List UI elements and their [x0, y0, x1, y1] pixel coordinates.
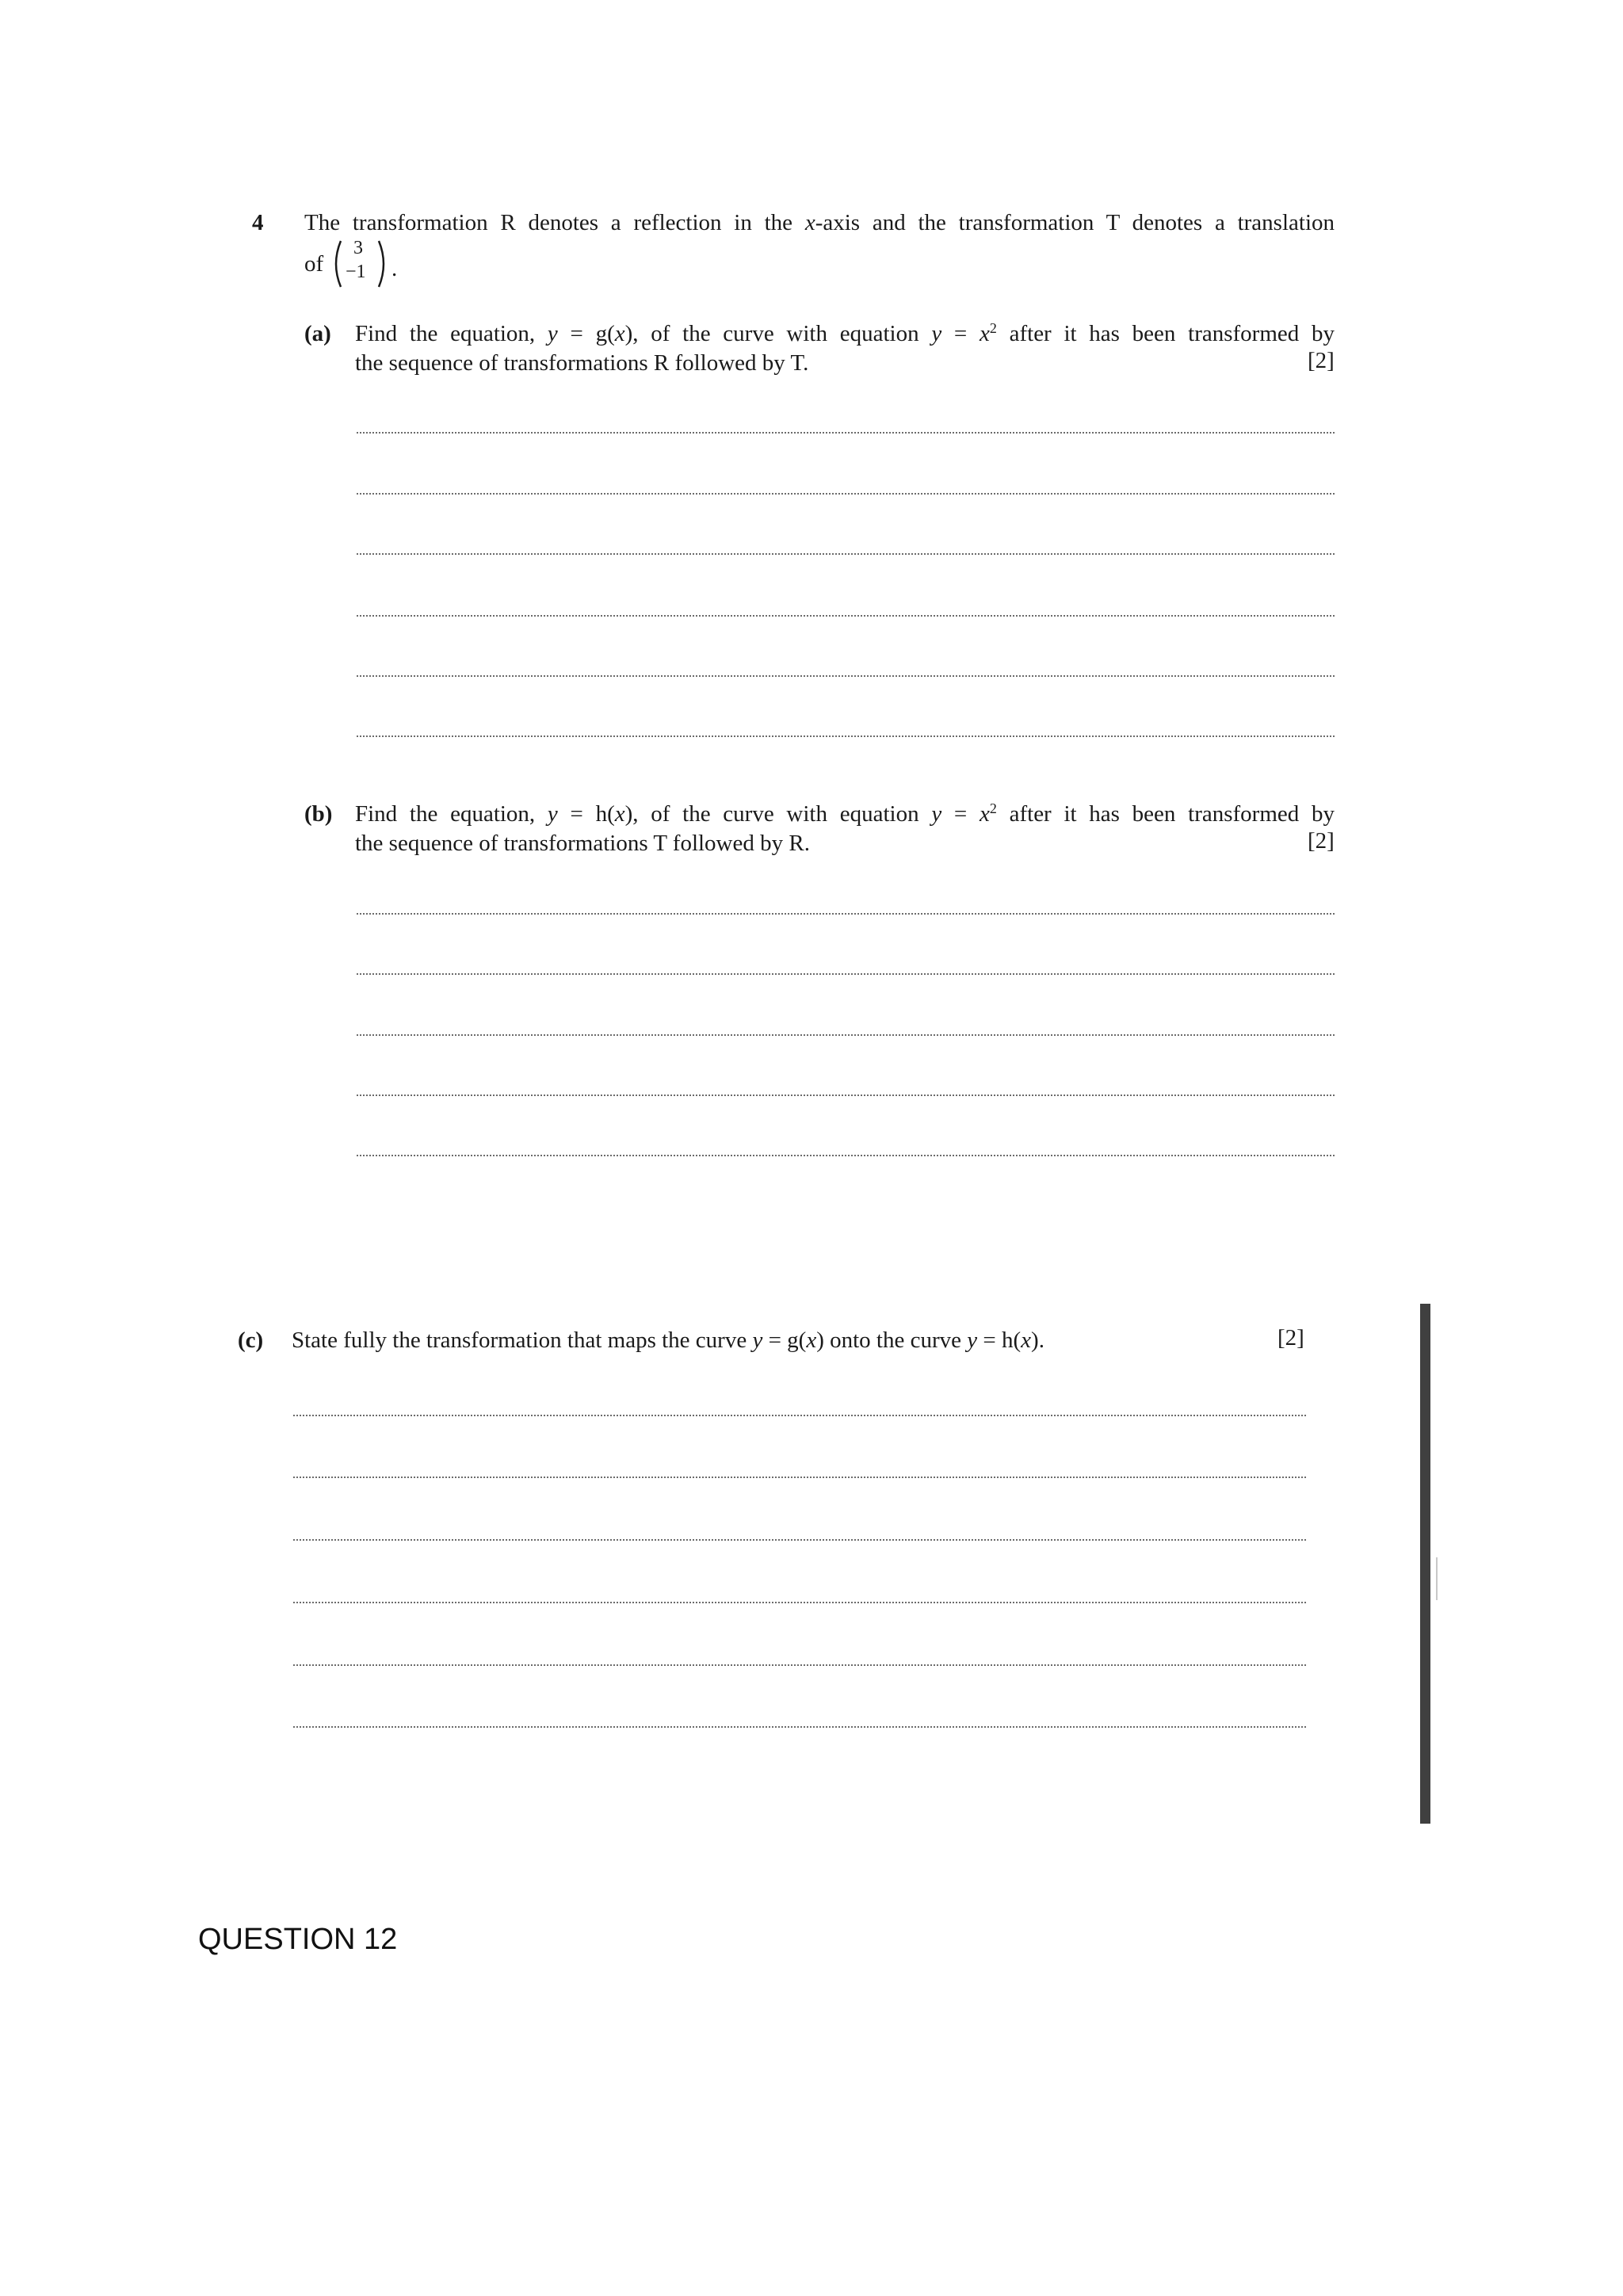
part-a-answer-line[interactable]	[357, 432, 1335, 434]
part-c-answer-line[interactable]	[293, 1477, 1306, 1478]
question-intro: The transformation R denotes a reflection in the x-axis and the transformation T denotes a translation	[304, 210, 1335, 235]
part-a-answer-line[interactable]	[357, 615, 1335, 617]
part-c-answer-line[interactable]	[293, 1539, 1306, 1541]
part-b-answer-line[interactable]	[357, 973, 1335, 975]
vector-period: .	[391, 256, 398, 281]
part-a-marks: [2]	[1308, 348, 1335, 373]
margin-tick	[1436, 1557, 1438, 1600]
part-a-question-line2: the sequence of transformations R followed by T.	[355, 350, 809, 376]
part-b-answer-line[interactable]	[357, 1034, 1335, 1036]
part-b-question-line2: the sequence of transformations T followed by R.	[355, 831, 810, 856]
part-b-answer-line[interactable]	[357, 1155, 1335, 1156]
part-b-marks: [2]	[1308, 828, 1335, 854]
part-b-label: (b)	[304, 801, 333, 827]
vector-bottom: −1	[346, 262, 366, 282]
part-b-question-line1: Find the equation, y = h(x), of the curve with equation $y = x^2$ after it has been transformed by	[355, 800, 1335, 827]
part-c-answer-line[interactable]	[293, 1415, 1306, 1416]
part-b-answer-line[interactable]	[357, 1095, 1335, 1096]
margin-bar	[1420, 1304, 1430, 1824]
vector-top: 3	[353, 238, 363, 258]
part-a-label: (a)	[304, 321, 331, 346]
part-c-answer-line[interactable]	[293, 1602, 1306, 1603]
part-c-answer-line[interactable]	[293, 1726, 1306, 1728]
part-a-answer-line[interactable]	[357, 493, 1335, 495]
part-a-answer-line[interactable]	[357, 735, 1335, 737]
question-number: 4	[252, 210, 264, 235]
part-a-question-line1: Find the equation, y = g(x), of the curve with equation $y = x^2$ after it has been transformed by	[355, 320, 1335, 346]
right-bracket	[379, 241, 384, 287]
part-c-question: State fully the transformation that maps the curve y = g(x) onto the curve y = h(x).	[292, 1328, 1044, 1353]
of-label: of	[304, 251, 324, 277]
part-c-label: (c)	[238, 1328, 264, 1353]
translation-vector-line	[304, 236, 463, 292]
part-b-answer-line[interactable]	[357, 913, 1335, 915]
question-caption: QUESTION 12	[198, 1923, 398, 1956]
part-a-answer-line[interactable]	[357, 553, 1335, 555]
left-bracket	[336, 241, 341, 287]
part-c-answer-line[interactable]	[293, 1664, 1306, 1666]
part-a-answer-line[interactable]	[357, 675, 1335, 677]
part-c-marks: [2]	[1277, 1325, 1304, 1350]
